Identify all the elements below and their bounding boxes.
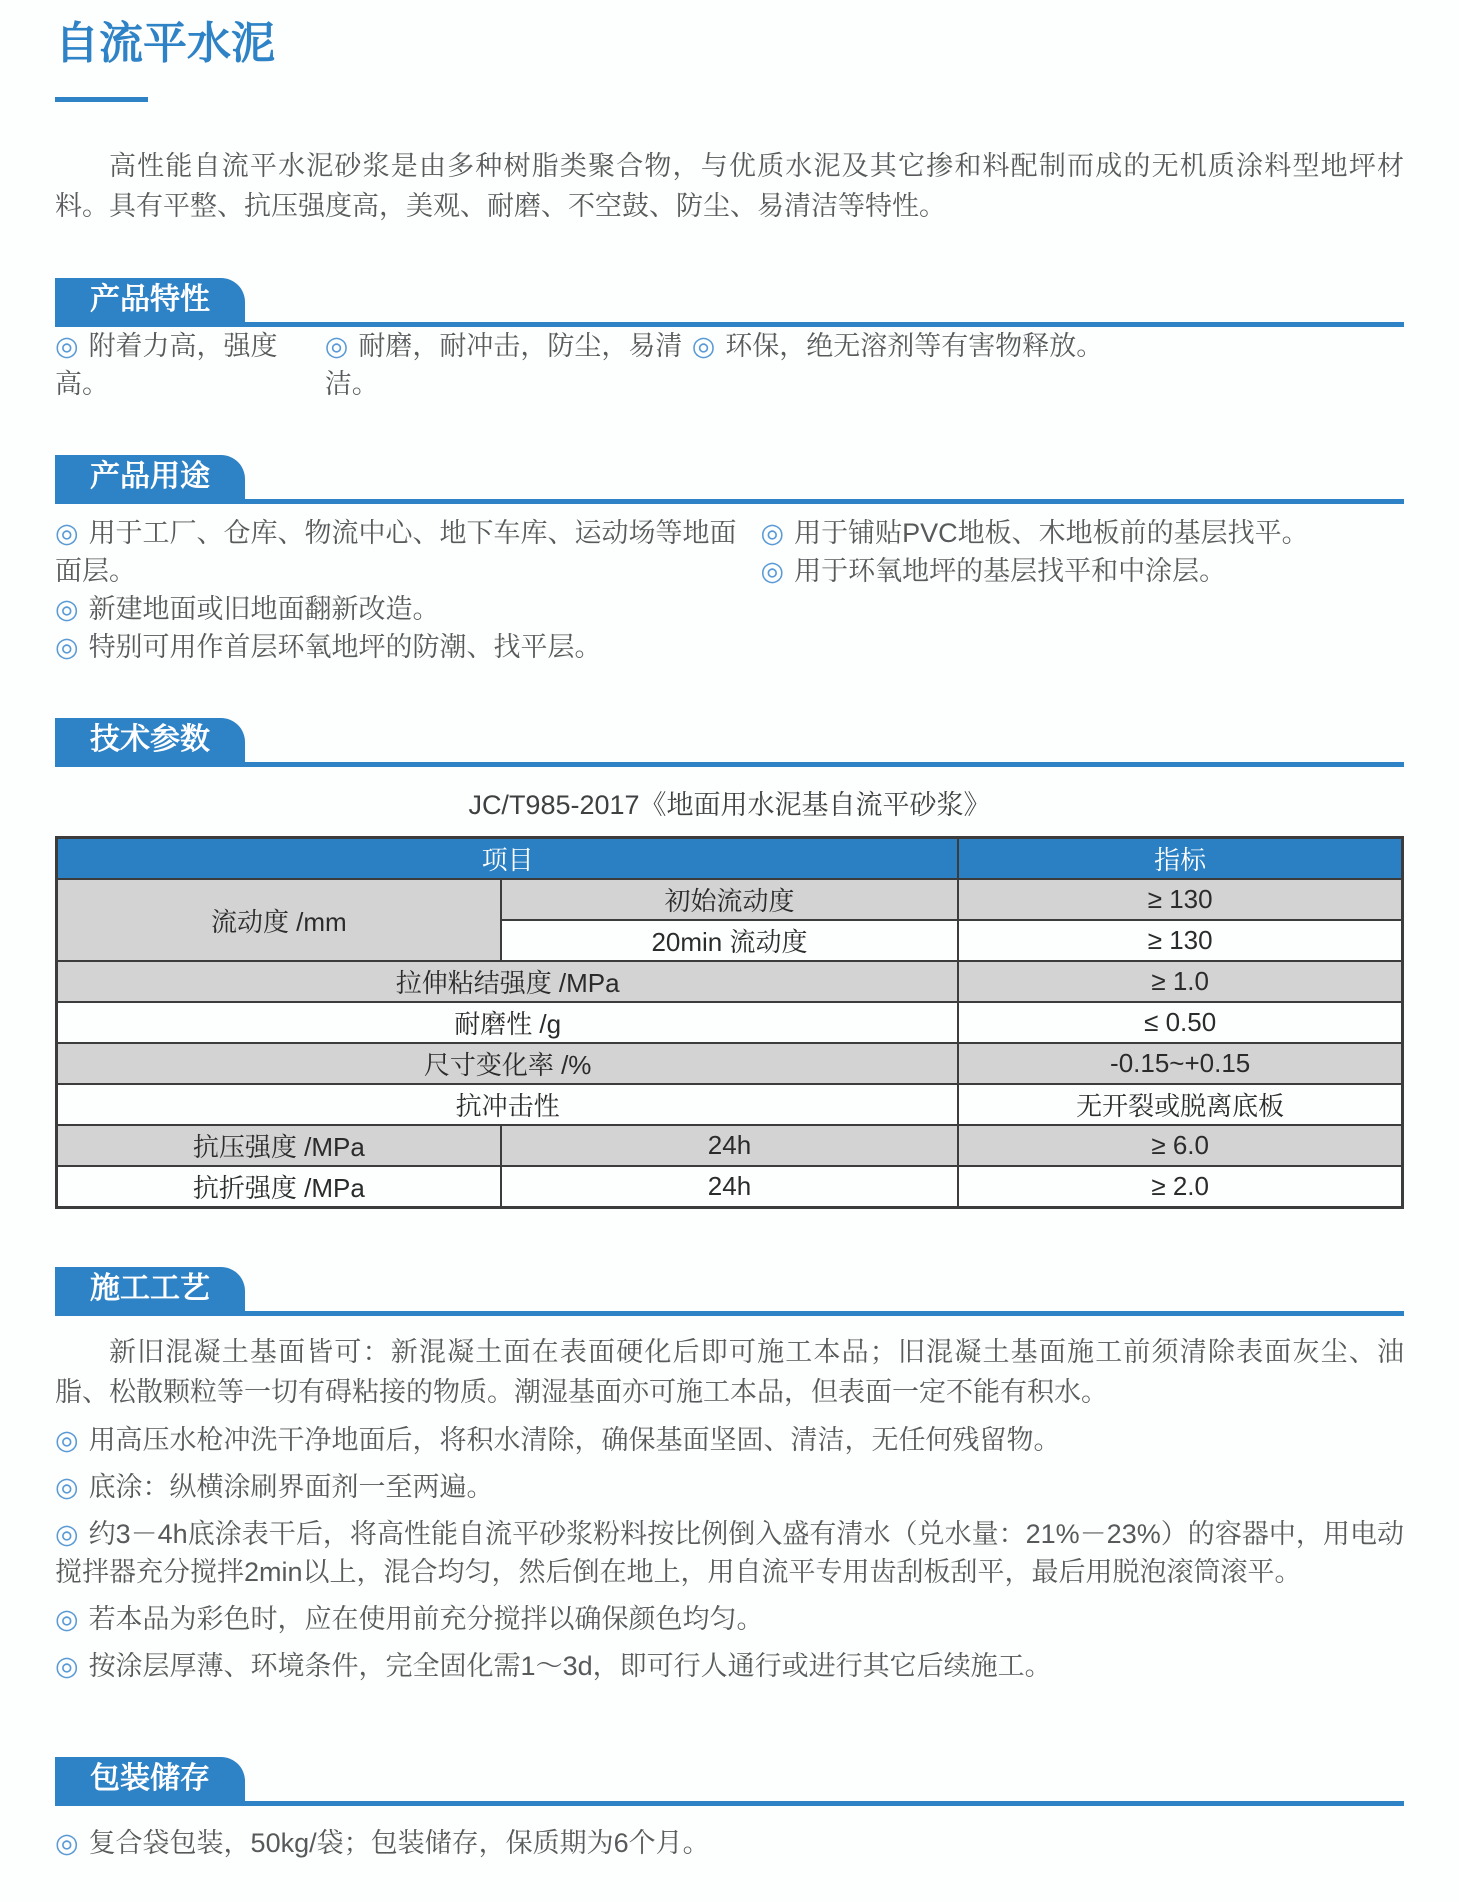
bullseye-bullet-icon: ◎ [55,1425,79,1456]
use-text: 特别可用作首层环氧地坪的防潮、找平层。 [88,632,602,663]
cell-subparam: 24h [501,1166,959,1208]
bullseye-bullet-icon: ◎ [55,518,79,549]
cell-subparam: 24h [501,1125,959,1166]
bullseye-bullet-icon: ◎ [760,556,785,587]
feature-text: 耐磨，耐冲击，防尘，易清洁。 [324,331,683,400]
process-step [55,1600,1404,1638]
table-row [57,1084,1403,1125]
section-header-features [55,278,1404,327]
list-item [761,514,1404,552]
title-underline [55,97,148,102]
packaging-note-text: 复合袋包装，50kg/袋；包装储存，保质期为6个月。 [88,1828,710,1859]
section-process [55,1267,1404,1685]
column-header-item: 项目 [57,838,959,880]
bullseye-bullet-icon: ◎ [55,1828,79,1859]
section-uses [55,455,1404,666]
section-header-uses [55,455,1404,504]
spec-table [55,836,1404,1209]
list-item [55,327,325,403]
cell-value: ≥ 1.0 [958,961,1402,1002]
list-item [55,628,761,666]
bullseye-bullet-icon: ◎ [691,331,716,362]
cell-value: ≥ 130 [958,879,1402,920]
section-header-tech-params [55,718,1404,767]
uses-list-left [55,514,761,666]
list-item [692,327,1404,403]
process-step [55,1647,1404,1685]
bullseye-bullet-icon: ◎ [55,1651,79,1682]
cell-param: 拉伸粘结强度 /MPa [57,961,959,1002]
cell-value: -0.15~+0.15 [958,1043,1402,1084]
section-tab-tech-params: 技术参数 [55,718,245,762]
bullseye-bullet-icon: ◎ [55,331,79,362]
section-packaging [55,1757,1404,1862]
uses-columns [55,514,1404,666]
page-title: 自流平水泥 [55,19,275,68]
process-step [55,1468,1404,1506]
list-item [761,552,1404,590]
process-step-text: 用高压水枪冲洗干净地面后，将积水清除，确保基面坚固、清洁，无任何残留物。 [88,1425,1061,1456]
section-features [55,278,1404,403]
bullseye-bullet-icon: ◎ [55,1604,79,1635]
bullseye-bullet-icon: ◎ [55,1472,79,1503]
feature-text: 环保，绝无溶剂等有害物释放。 [725,331,1104,362]
table-row [57,1043,1403,1084]
cell-param: 耐磨性 /g [57,1002,959,1043]
process-step [55,1515,1404,1591]
cell-value: ≥ 6.0 [958,1125,1402,1166]
section-header-process [55,1267,1404,1316]
use-text: 用于铺贴PVC地板、木地板前的基层找平。 [794,518,1309,549]
section-tab-features: 产品特性 [55,278,245,322]
use-text: 新建地面或旧地面翻新改造。 [88,594,440,625]
table-row [57,1125,1403,1166]
use-text: 用于工厂、仓库、物流中心、地下车库、运动场等地面面层。 [55,518,737,587]
process-step-text: 底涂：纵横涂刷界面剂一至两遍。 [88,1472,494,1503]
packaging-note [55,1824,1404,1862]
cell-param: 抗压强度 /MPa [57,1125,501,1166]
cell-value: ≥ 130 [958,920,1402,961]
cell-value: 无开裂或脱离底板 [958,1084,1402,1125]
section-tab-uses: 产品用途 [55,455,245,499]
process-step-text: 约3－4h底涂表干后，将高性能自流平砂浆粉料按比例倒入盛有清水（兑水量：21%－23%）的容器中，用电动搅拌器充分搅拌2min以上，混合均匀，然后倒在地上，用自流平专用齿刮板刮平，最后用脱泡滚筒滚平。 [55,1519,1404,1588]
cell-param: 尺寸变化率 /% [57,1043,959,1084]
process-step-text: 按涂层厚薄、环境条件，完全固化需1～3d，即可行人通行或进行其它后续施工。 [88,1651,1052,1682]
section-tab-packaging: 包装储存 [55,1757,245,1801]
process-paragraph: 新旧混凝土基面皆可：新混凝土面在表面硬化后即可施工本品；旧混凝土基面施工前须清除表面灰尘、油脂、松散颗粒等一切有碍粘接的物质。潮湿基面亦可施工本品，但表面一定不能有积水。 [55,1337,1404,1408]
column-header-index: 指标 [958,838,1402,880]
bullseye-bullet-icon: ◎ [55,1519,79,1550]
cell-value: ≥ 2.0 [958,1166,1402,1208]
list-item [325,327,692,403]
section-tab-process: 施工工艺 [55,1267,245,1311]
cell-subparam: 初始流动度 [501,879,959,920]
bullseye-bullet-icon: ◎ [55,594,79,625]
use-text: 用于环氧地坪的基层找平和中涂层。 [794,556,1227,587]
bullseye-bullet-icon: ◎ [55,632,79,663]
features-list [55,327,1404,403]
table-header-row [57,838,1403,880]
cell-param: 抗冲击性 [57,1084,959,1125]
list-item [55,590,761,628]
cell-subparam: 20min 流动度 [501,920,959,961]
standard-caption: JC/T985-2017《地面用水泥基自流平砂浆》 [468,790,991,821]
intro-paragraph: 高性能自流平水泥砂浆是由多种树脂类聚合物，与优质水泥及其它掺和料配制而成的无机质涂料型地坪材料。具有平整、抗压强度高，美观、耐磨、不空鼓、防尘、易清洁等特性。 [55,151,1404,222]
list-item [55,514,761,590]
section-tech-params [55,718,1404,1209]
bullseye-bullet-icon: ◎ [760,518,785,549]
cell-param: 抗折强度 /MPa [57,1166,501,1208]
uses-list-right [761,514,1404,666]
process-step-text: 若本品为彩色时，应在使用前充分搅拌以确保颜色均匀。 [88,1604,764,1635]
cell-value: ≤ 0.50 [958,1002,1402,1043]
table-row [57,1166,1403,1208]
table-row [57,879,1403,920]
cell-param: 流动度 /mm [57,879,501,961]
table-row [57,961,1403,1002]
process-step [55,1421,1404,1459]
feature-text: 附着力高，强度高。 [55,331,278,400]
table-row [57,1002,1403,1043]
section-header-packaging [55,1757,1404,1806]
bullseye-bullet-icon: ◎ [324,331,349,362]
